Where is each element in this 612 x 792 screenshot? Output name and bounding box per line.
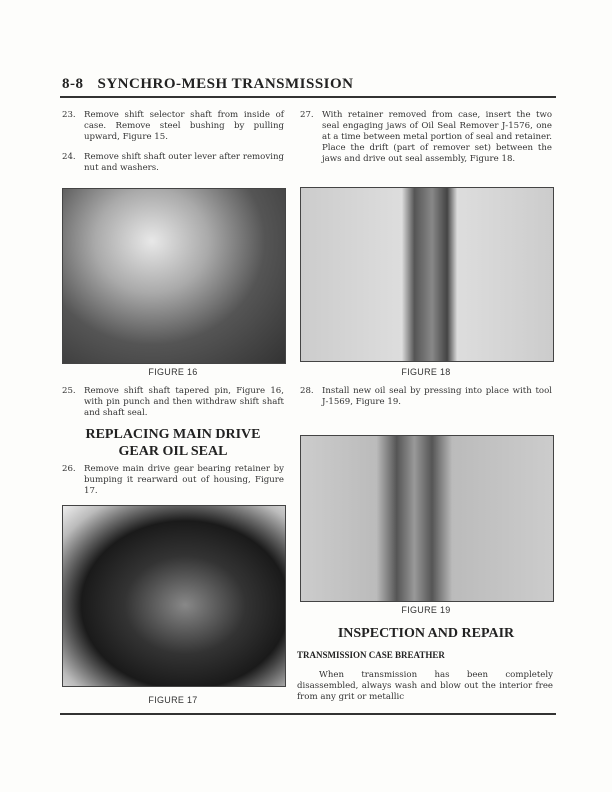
header-rule <box>60 96 556 98</box>
step-number: 23. <box>62 110 76 120</box>
heading-line: REPLACING MAIN DRIVE <box>85 427 261 442</box>
step-number: 28. <box>300 386 314 396</box>
section-heading-inspection: INSPECTION AND REPAIR <box>337 626 515 641</box>
step-text: Remove shift shaft tapered pin, Figure 16, with pin punch and then withdraw shift shaft and shaft seal. <box>84 386 284 418</box>
step-24 <box>62 152 284 174</box>
step-number: 25. <box>62 386 76 396</box>
figure-19-caption: FIGURE 19 <box>401 605 451 615</box>
figure-18-photo <box>300 187 554 362</box>
step-number: 26. <box>62 464 76 474</box>
step-text: With retainer removed from case, insert the two seal engaging jaws of Oil Seal Remover J-1576, one at a time between metal portion of seal and retainer. Place the drift (part of remover set) between the jaws and drive out seal assembly, Figure 18. <box>322 110 552 164</box>
section-heading-replacing <box>62 426 284 460</box>
page-number: 8-8 <box>62 76 84 92</box>
step-text: Remove shift shaft outer lever after removing nut and washers. <box>84 152 284 173</box>
page-header <box>62 76 354 93</box>
step-23 <box>62 110 284 143</box>
step-27 <box>300 110 552 165</box>
step-26 <box>62 464 284 497</box>
step-text: Remove shift selector shaft from inside of case. Remove steel bushing by pulling upward, Figure 15. <box>84 110 284 142</box>
heading-line: GEAR OIL SEAL <box>118 444 228 459</box>
step-number: 27. <box>300 110 314 120</box>
breather-paragraph: When transmission has been completely disassembled, always wash and blow out the interior free from any grit or metallic <box>297 670 553 702</box>
section-title: SYNCHRO-MESH TRANSMISSION <box>97 76 354 92</box>
subheading-breather: TRANSMISSION CASE BREATHER <box>297 650 445 660</box>
figure-16-caption: FIGURE 16 <box>148 367 198 377</box>
figure-16-photo <box>62 188 286 364</box>
figure-17-photo <box>62 505 286 687</box>
step-28 <box>300 386 552 408</box>
footer-rule <box>60 713 556 715</box>
step-text: Remove main drive gear bearing retainer by bumping it rearward out of housing, Figure 17. <box>84 464 284 496</box>
figure-17-caption: FIGURE 17 <box>148 695 198 705</box>
figure-18-caption: FIGURE 18 <box>401 367 451 377</box>
step-text: Install new oil seal by pressing into place with tool J-1569, Figure 19. <box>322 386 552 407</box>
step-25 <box>62 386 284 419</box>
figure-19-photo <box>300 435 554 602</box>
step-number: 24. <box>62 152 76 162</box>
